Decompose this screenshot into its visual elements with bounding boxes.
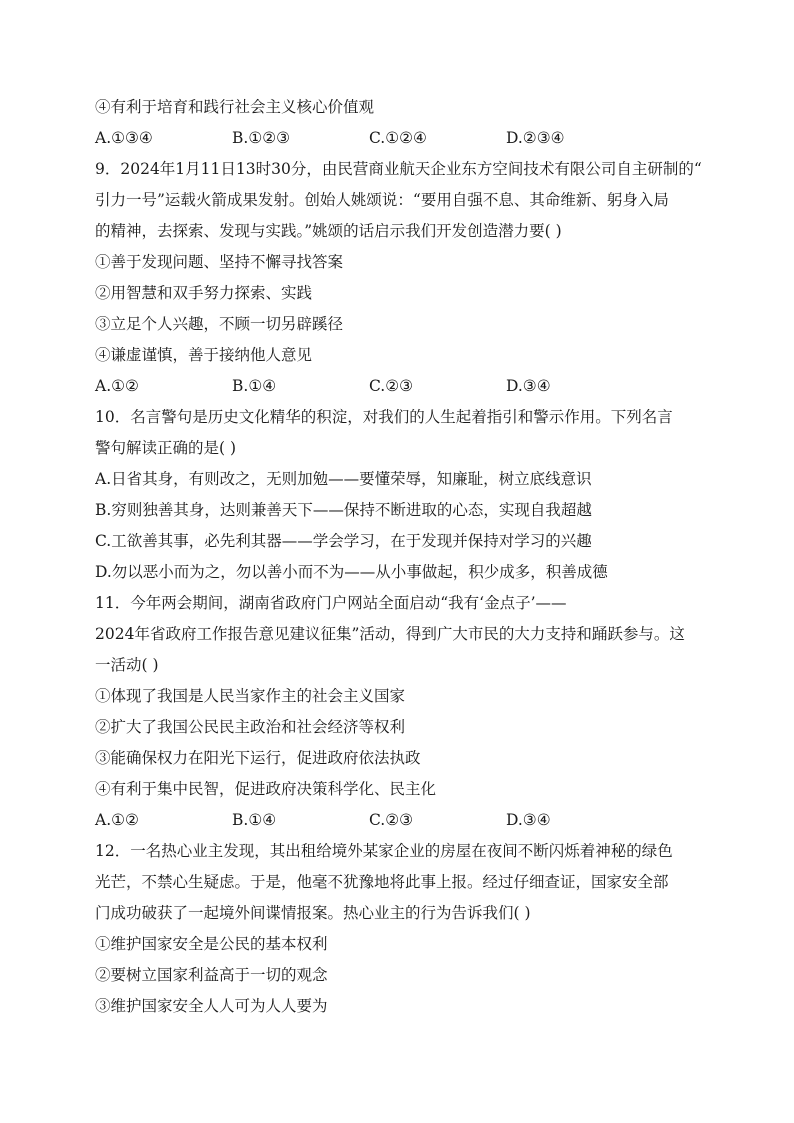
q8-statement-4: ④有利于培育和践行社会主义核心价值观 xyxy=(95,98,375,116)
q12-stem-line: 12．一名热心业主发现，其出租给境外某家企业的房屋在夜间不断闪烁着神秘的绿色 xyxy=(95,842,673,860)
q10-choice-b: B.穷则独善其身，达则兼善天下——保持不断进取的心态，实现自我超越 xyxy=(95,501,592,519)
question-12 xyxy=(95,836,705,1022)
q9-statement-4: ④谦虚谨慎，善于接纳他人意见 xyxy=(95,346,313,364)
q8-options xyxy=(95,123,705,154)
q9-option-d: D.③④ xyxy=(506,377,551,395)
q12-statement-3: ③维护国家安全人人可为人人要为 xyxy=(95,997,328,1015)
q9-statement-1: ①善于发现问题、坚持不懈寻找答案 xyxy=(95,253,344,271)
q8-option-d: D.②③④ xyxy=(506,129,565,147)
q12-statement-1: ①维护国家安全是公民的基本权利 xyxy=(95,935,328,953)
document-page xyxy=(95,92,705,1022)
q11-options xyxy=(95,805,705,836)
q11-option-c: C.②③ xyxy=(369,811,414,829)
q11-option-d: D.③④ xyxy=(506,811,551,829)
q11-statement-1: ①体现了我国是人民当家作主的社会主义国家 xyxy=(95,687,406,705)
q8-option-a: A.①③④ xyxy=(95,129,153,147)
q10-choice-a: A.日省其身，有则改之，无则加勉——要懂荣辱，知廉耻，树立底线意识 xyxy=(95,470,592,488)
q12-stem-line: 光芒，不禁心生疑虑。于是，他毫不犹豫地将此事上报。经过仔细查证，国家安全部 xyxy=(95,873,669,891)
q11-stem-line: 11．今年两会期间，湖南省政府门户网站全面启动“我有‘金点子’—— xyxy=(95,594,567,612)
q12-stem-line: 门成功破获了一起境外间谍情报案。热心业主的行为告诉我们( ) xyxy=(95,904,531,922)
q10-choice-c: C.工欲善其事，必先利其器——学会学习，在于发现并保持对学习的兴趣 xyxy=(95,532,592,550)
question-10 xyxy=(95,402,705,588)
question-11 xyxy=(95,588,705,836)
q11-option-b: B.①④ xyxy=(232,811,277,829)
q12-statement-2: ②要树立国家利益高于一切的观念 xyxy=(95,966,328,984)
q9-options xyxy=(95,371,705,402)
question-9 xyxy=(95,154,705,402)
question-8 xyxy=(95,92,705,154)
q11-option-a: A.①② xyxy=(95,811,139,829)
q11-stem-line: 2024年省政府工作报告意见建议征集”活动，得到广大市民的大力支持和踊跃参与。这 xyxy=(95,625,685,643)
q11-stem-line: 一活动( ) xyxy=(95,656,159,674)
q9-option-b: B.①④ xyxy=(232,377,277,395)
q8-option-b: B.①②③ xyxy=(232,129,291,147)
q9-stem-line: 引力一号”运载火箭成果发射。创始人姚颂说：“要用自强不息、其命维新、躬身入局 xyxy=(95,191,669,209)
q11-statement-4: ④有利于集中民智，促进政府决策科学化、民主化 xyxy=(95,780,437,798)
q9-option-a: A.①② xyxy=(95,377,139,395)
q9-option-c: C.②③ xyxy=(369,377,414,395)
q10-stem-line: 警句解读正确的是( ) xyxy=(95,439,237,457)
q9-statement-3: ③立足个人兴趣，不顾一切另辟蹊径 xyxy=(95,315,344,333)
q11-statement-2: ②扩大了我国公民民主政治和社会经济等权利 xyxy=(95,718,406,736)
q10-choice-d: D.勿以恶小而为之，勿以善小而不为——从小事做起，积少成多，积善成德 xyxy=(95,563,608,581)
q8-option-c: C.①②④ xyxy=(369,129,427,147)
q9-stem-line: 的精神，去探索、发现与实践。”姚颂的话启示我们开发创造潜力要( ) xyxy=(95,222,562,240)
q11-statement-3: ③能确保权力在阳光下运行，促进政府依法执政 xyxy=(95,749,421,767)
q9-stem-line: 9．2024年1月11日13时30分，由民营商业航天企业东方空间技术有限公司自主研制的“ xyxy=(95,160,702,178)
q9-statement-2: ②用智慧和双手努力探索、实践 xyxy=(95,284,313,302)
q10-stem-line: 10．名言警句是历史文化精华的积淀，对我们的人生起着指引和警示作用。下列名言 xyxy=(95,408,673,426)
